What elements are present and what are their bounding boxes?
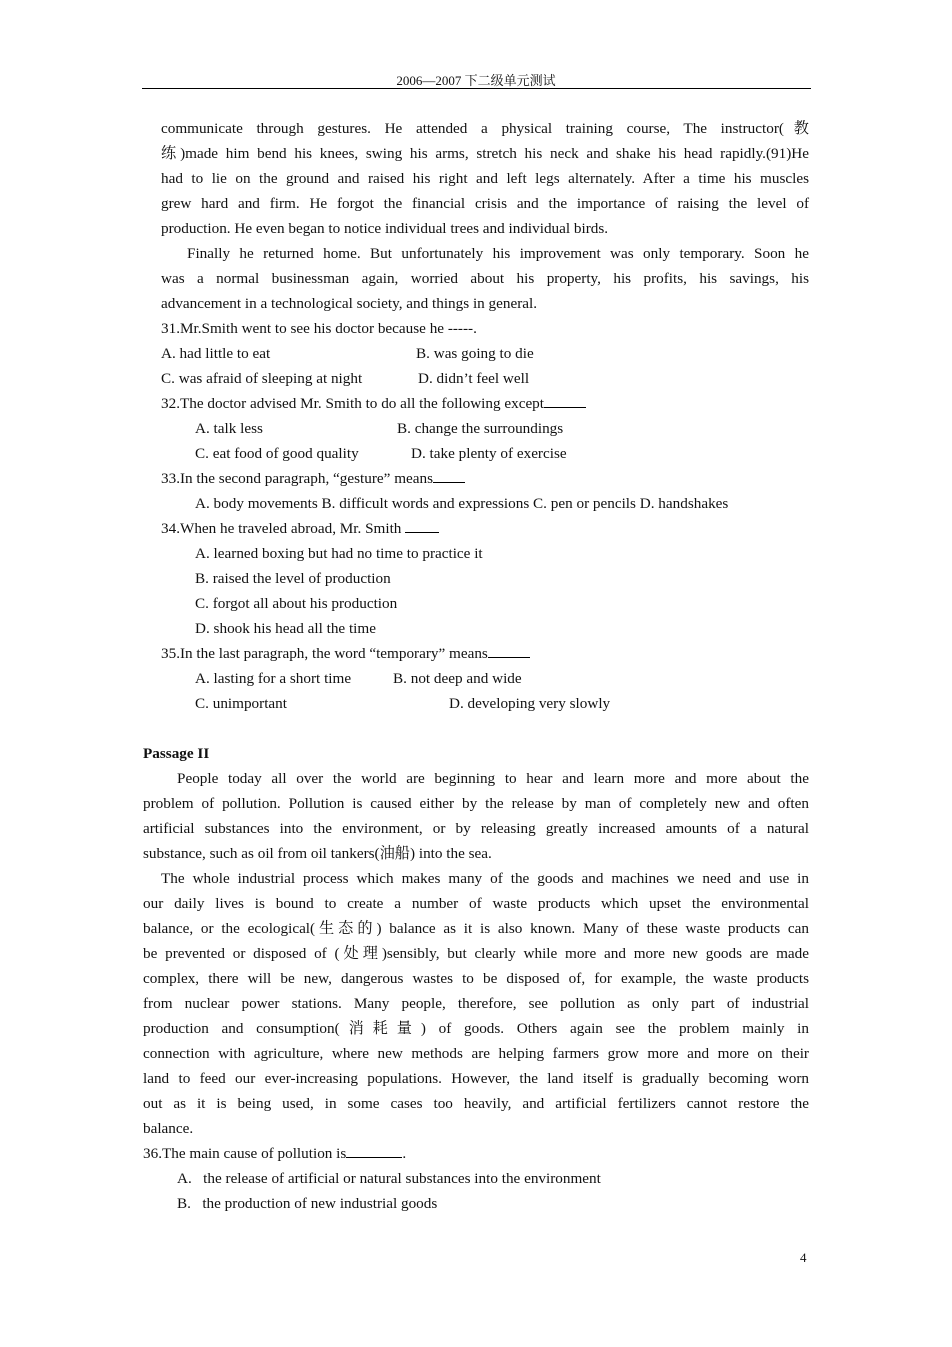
question-options xyxy=(161,416,821,441)
answer-blank xyxy=(433,466,465,483)
question-stem: 31.Mr.Smith went to see his doctor because he -----. xyxy=(161,320,477,337)
question-options xyxy=(161,341,821,366)
text-line: be prevented or disposed of (处理)sensibly, but clearly while more and more new goods are made xyxy=(143,945,809,962)
option-a: A. learned boxing but had no time to practice it xyxy=(195,545,483,562)
questions-31-35 xyxy=(161,316,821,716)
text-line: substance, such as oil from oil tankers(油船) into the sea. xyxy=(143,845,492,862)
passage1-final-paragraph xyxy=(161,241,809,316)
answer-blank xyxy=(488,641,530,658)
option-c: C. unimportant xyxy=(195,695,287,712)
header-rule xyxy=(142,88,811,89)
text-line: balance, or the ecological(生态的) balance as it is also known. Many of these waste products can xyxy=(143,920,809,937)
text-line: was a normal businessman again, worried about his property, his profits, his savings, his xyxy=(161,270,809,287)
option-a: A. lasting for a short time xyxy=(195,670,352,687)
text-line: People today all over the world are beginning to hear and learn more and more about the xyxy=(177,770,809,787)
question-stem: 32.The doctor advised Mr. Smith to do all the following except xyxy=(161,391,821,416)
option-d: D. developing very slowly xyxy=(449,695,611,712)
question-options xyxy=(161,441,821,466)
option-c: C. forgot all about his production xyxy=(195,595,398,612)
text-line: our daily lives is bound to create a number of waste products which upset the environmental xyxy=(143,895,809,912)
text-line: artificial substances into the environment, or by releasing greatly increased amounts of a natural xyxy=(143,820,809,837)
question-stem: 35.In the last paragraph, the word “temporary” means xyxy=(161,641,821,666)
page-number: 4 xyxy=(800,1250,807,1265)
text-line: Finally he returned home. But unfortunately his improvement was only temporary. Soon he xyxy=(187,245,809,262)
option-b: B. raised the level of production xyxy=(195,570,391,587)
option-a: A. talk less xyxy=(195,420,263,437)
passage-title: Passage II xyxy=(143,745,210,762)
text-line: production. He even began to notice individual trees and individual birds. xyxy=(161,220,609,237)
text-line: communicate through gestures. He attended a physical training course, The instructor(教 xyxy=(161,120,809,137)
answer-blank xyxy=(346,1141,402,1158)
question-stem: 36.The main cause of pollution is . xyxy=(143,1141,809,1166)
text-line: 练)made him bend his knees, swing his arms, stretch his neck and shake his head rapidly.(91)He xyxy=(161,145,809,162)
text-line: connection with agriculture, where new methods are helping farmers grow more and more on their xyxy=(143,1045,809,1062)
text-line: out as it is being used, in some cases too heavily, and artificial fertilizers cannot restore the xyxy=(143,1095,809,1112)
question-options xyxy=(161,691,821,716)
option-c: C. eat food of good quality xyxy=(195,445,359,462)
passage1-continuation xyxy=(161,116,809,241)
page-header: 2006—2007 下二级单元测试 xyxy=(396,73,556,88)
text-line: production and consumption(消耗量) of goods. Others again see the problem mainly in xyxy=(143,1020,809,1037)
text-line: from nuclear power stations. Many people, therefore, see pollution as only part of industrial xyxy=(143,995,809,1012)
question-options xyxy=(161,366,821,391)
text-line: advancement in a technological society, and things in general. xyxy=(161,295,538,312)
text-line: balance. xyxy=(143,1120,194,1137)
passage2 xyxy=(143,741,809,1216)
option-a: A. the release of artificial or natural substances into the environment xyxy=(177,1170,601,1187)
option-b: B. was going to die xyxy=(416,345,534,362)
option-c: C. was afraid of sleeping at night xyxy=(161,370,363,387)
question-options: A. body movements B. difficult words and expressions C. pen or pencils D. handshakes xyxy=(195,495,729,512)
option-d: D. shook his head all the time xyxy=(195,620,376,637)
answer-blank xyxy=(544,391,586,408)
option-b: B. not deep and wide xyxy=(393,670,522,687)
question-options xyxy=(161,666,821,691)
question-stem: 34.When he traveled abroad, Mr. Smith xyxy=(161,516,821,541)
text-line: The whole industrial process which makes many of the goods and machines we need and use in xyxy=(161,870,809,887)
option-d: D. take plenty of exercise xyxy=(411,445,567,462)
text-line: grew hard and firm. He forgot the financial crisis and the importance of raising the level of xyxy=(161,195,809,212)
text-line: problem of pollution. Pollution is caused either by the release by man of completely new and often xyxy=(143,795,809,812)
text-line: had to lie on the ground and raised his right and left legs alternately. After a time his muscles xyxy=(161,170,809,187)
text-line: complex, there will be new, dangerous wastes to be disposed of, for example, the waste products xyxy=(143,970,809,987)
option-a: A. had little to eat xyxy=(161,345,271,362)
option-b: B. change the surroundings xyxy=(397,420,564,437)
answer-blank xyxy=(405,516,439,533)
option-d: D. didn’t feel well xyxy=(418,370,530,387)
question-stem: 33.In the second paragraph, “gesture” means xyxy=(161,466,821,491)
text-line: land to feed our ever-increasing populations. However, the land itself is gradually becoming worn xyxy=(143,1070,809,1087)
option-b: B. the production of new industrial goods xyxy=(177,1195,438,1212)
